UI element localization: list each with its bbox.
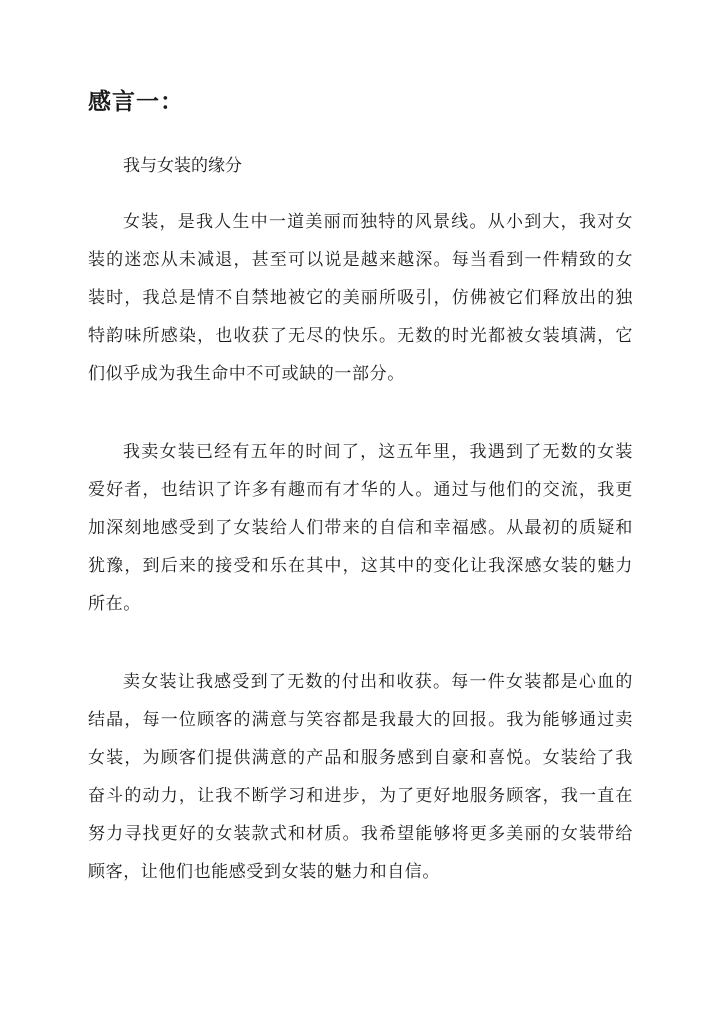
document-subtitle: 我与女装的缘分 (123, 156, 242, 176)
document-heading: 感言一： (88, 88, 184, 115)
paragraph-2: 我卖女装已经有五年的时间了，这五年里，我遇到了无数的女装爱好者，也结识了许多有趣而有才华的人。通过与他们的交流，我更加深刻地感受到了女装给人们带来的自信和幸福感。从最初的质疑和犹豫，到后来的接受和乐在其中，这其中的变化让我深感女装的魅力所在。 (88, 442, 633, 614)
paragraph-3: 卖女装让我感受到了无数的付出和收获。每一件女装都是心血的结晶，每一位顾客的满意与笑容都是我最大的回报。我为能够通过卖女装，为顾客们提供满意的产品和服务感到自豪和喜悦。女装给了我奋斗的动力，让我不断学习和进步，为了更好地服务顾客，我一直在努力寻找更好的女装款式和材质。我希望能够将更多美丽的女装带给顾客，让他们也能感受到女装的魅力和自信。 (88, 672, 633, 882)
paragraph-1: 女装，是我人生中一道美丽而独特的风景线。从小到大，我对女装的迷恋从未减退，甚至可以说是越来越深。每当看到一件精致的女装时，我总是情不自禁地被它的美丽所吸引，仿佛被它们释放出的独特韵味所感染，也收获了无尽的快乐。无数的时光都被女装填满，它们似乎成为我生命中不可或缺的一部分。 (88, 212, 633, 384)
